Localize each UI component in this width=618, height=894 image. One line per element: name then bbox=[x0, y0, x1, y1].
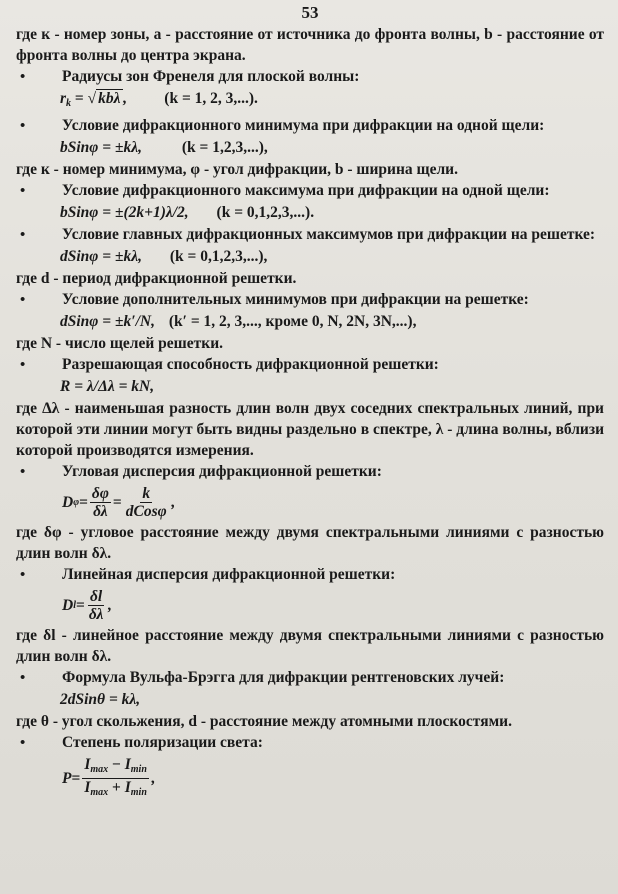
bullet-wulff-bragg bbox=[16, 667, 604, 689]
bullet-icon: • bbox=[20, 118, 26, 134]
formula-single-slit-minimum: bSinφ = ±kλ, (k = 1,2,3,...), bbox=[60, 139, 268, 156]
bullet-resolving-power bbox=[16, 354, 604, 376]
bullet-fresnel-radius bbox=[16, 66, 604, 88]
bullet-icon: • bbox=[20, 183, 26, 199]
bullet-icon: • bbox=[20, 69, 26, 85]
formula-wulff-bragg: 2dSinθ = kλ, bbox=[60, 691, 141, 708]
bullet-linear-dispersion bbox=[16, 564, 604, 586]
bullet-grating-additional-minima bbox=[16, 289, 604, 311]
bullet-icon: • bbox=[20, 227, 26, 243]
bullet-icon: • bbox=[20, 735, 26, 751]
text-line-zone-definitions: где к - номер зоны, а - расстояние от источника до фронта волны, b - расстояние от фронта волны до центра экрана. bbox=[16, 26, 604, 64]
text-line-wavelength-difference: где Δλ - наименьшая разность длин волн двух соседних спектральных линий, при которой эти линии могут быть видны раздельно в спектре, λ - длина волны, вблизи которой производятся измерения. bbox=[16, 400, 604, 459]
bullet-polarization-degree bbox=[16, 732, 604, 754]
text-line-grating-period: где d - период дифракционной решетки. bbox=[16, 270, 297, 287]
bullet-angular-dispersion bbox=[16, 461, 604, 483]
bullet-text: Условие дополнительных минимумов при дифракции на решетке: bbox=[62, 291, 529, 308]
bullet-icon: • bbox=[20, 464, 26, 480]
formula-linear-dispersion: D l = $\frac{\delta l}{\delta\lambda}$ , bbox=[62, 588, 112, 623]
text-line-linear-distance: где δl - линейное расстояние между двумя спектральными линиями с разностью длин волн δλ. bbox=[16, 627, 604, 665]
text-line-minimum-definitions: где к - номер минимума, φ - угол дифракции, b - ширина щели. bbox=[16, 161, 458, 178]
bullet-icon: • bbox=[20, 670, 26, 686]
bullet-text: Условие главных дифракционных максимумов при дифракции на решетке: bbox=[62, 226, 596, 243]
formula-angular-dispersion: D φ = $\frac{\delta\varphi}{\delta\lambda}$ = $\frac{k}{\text{dCosφ}}$ , bbox=[62, 485, 175, 520]
bullet-text: Линейная дисперсия дифракционной решетки: bbox=[62, 566, 396, 583]
text-line-angular-distance: где δφ - угловое расстояние между двумя спектральными линиями с разностью длин волн δλ. bbox=[16, 524, 604, 562]
text-line-slit-count: где N - число щелей решетки. bbox=[16, 335, 224, 352]
text-line-glancing-angle: где θ - угол скольжения, d - расстояние между атомными плоскостями. bbox=[16, 713, 512, 730]
formula-single-slit-maximum: bSinφ = ±(2k+1)λ/2, (k = 0,1,2,3,...). bbox=[60, 204, 315, 221]
formula-polarization-degree: P = $\frac{I_{max} - I_{min}}{I_{max} + I_{min}}$ , bbox=[62, 756, 155, 798]
bullet-grating-main-maxima bbox=[16, 224, 604, 246]
formula-grating-additional-minima: dSinφ = ±k′/N, (k′ = 1, 2, 3,..., кроме 0, N, 2N, 3N,...), bbox=[60, 313, 417, 330]
bullet-icon: • bbox=[20, 292, 26, 308]
bullet-text: Степень поляризации света: bbox=[62, 734, 263, 751]
formula-fresnel-radius: $r_k$ = √ kbλ , (k = 1, 2, 3,...). bbox=[60, 90, 258, 109]
bullet-text: Условие дифракционного минимума при дифракции на одной щели: bbox=[62, 117, 545, 134]
bullet-single-slit-minimum bbox=[16, 115, 604, 137]
bullet-text: Радиусы зон Френеля для плоской волны: bbox=[62, 68, 360, 85]
bullet-icon: • bbox=[20, 567, 26, 583]
formula-grating-main-maxima: dSinφ = ±kλ, (k = 0,1,2,3,...), bbox=[60, 248, 268, 265]
page-number: 53 bbox=[301, 3, 319, 22]
bullet-text: Разрешающая способность дифракционной решетки: bbox=[62, 356, 439, 373]
bullet-text: Формула Вульфа-Брэгга для дифракции рентгеновских лучей: bbox=[62, 669, 505, 686]
formula-resolving-power: R = λ/Δλ = kN, bbox=[60, 378, 155, 395]
bullet-single-slit-maximum bbox=[16, 180, 604, 202]
bullet-text: Угловая дисперсия дифракционной решетки: bbox=[62, 463, 382, 480]
bullet-text: Условие дифракционного максимума при дифракции на одной щели: bbox=[62, 182, 550, 199]
bullet-icon: • bbox=[20, 357, 26, 373]
